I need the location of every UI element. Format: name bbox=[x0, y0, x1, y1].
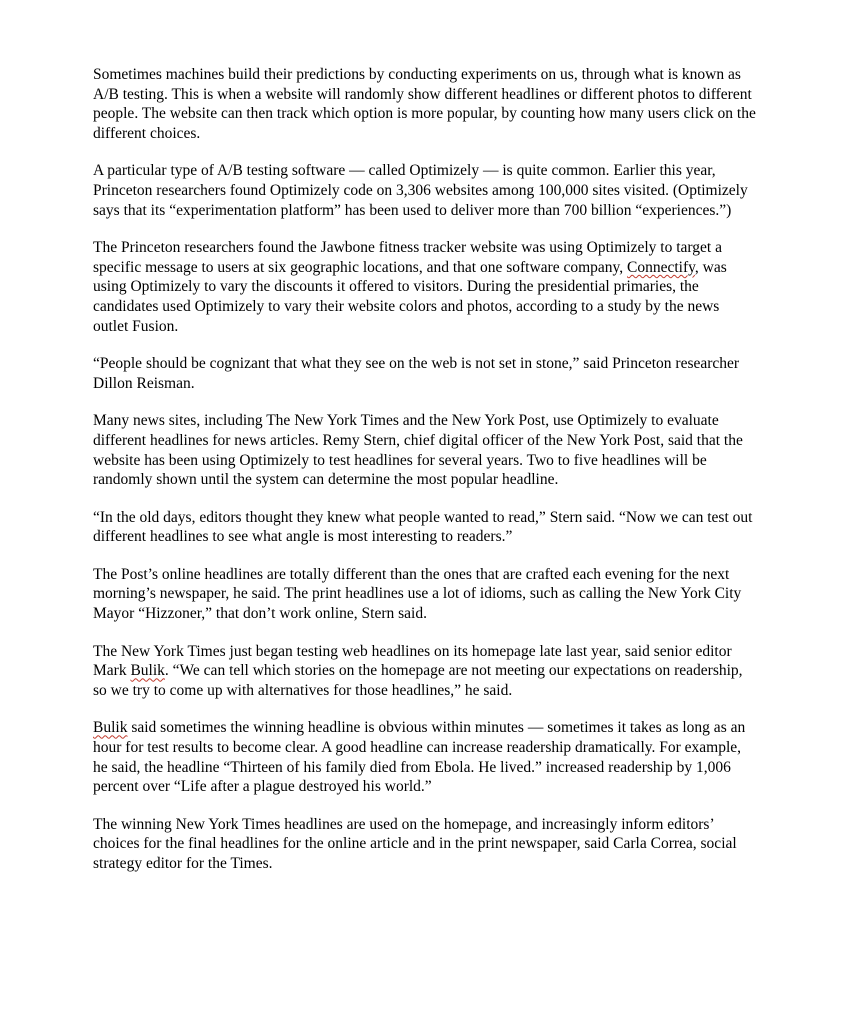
paragraph-text: The New York Times just began testing web headlines on its homepage late last year, said senior editor Mark bbox=[93, 642, 732, 680]
paragraph-winning-headlines: The winning New York Times headlines are used on the homepage, and increasingly inform editors’ choices for the final headlines for the online article and in the print newspaper, said Carla Correa, social strategy editor for the Times. bbox=[93, 815, 737, 872]
spellcheck-flagged-word[interactable]: Connectify bbox=[627, 258, 695, 276]
paragraph-text: , was using Optimizely to vary the discounts it offered to visitors. During the presidential primaries, the candidates used Optimizely to vary their website colors and photos, according to a study by the news outlet Fusion. bbox=[93, 258, 727, 335]
paragraph-nyt-testing bbox=[93, 642, 758, 701]
paragraph-news-sites: Many news sites, including The New York Times and the New York Post, use Optimizely to evaluate different headlines for news articles. Remy Stern, chief digital officer of the New York Post, said that the website has been using Optimizely to test headlines for several years. Two to five headlines will be randomly shown until the system can determine the most popular headline. bbox=[93, 412, 743, 489]
paragraph-optimizely: A particular type of A/B testing software — called Optimizely — is quite common. Earlier this year, Princeton researchers found Optimizely code on 3,306 websites among 100,000 sites visited. (Optimizely says that its “experimentation platform” has been used to deliver more than 700 billion “experiences.”) bbox=[93, 162, 748, 219]
paragraph-bulik-results bbox=[93, 718, 758, 796]
paragraph-text: The Princeton researchers found the Jawbone fitness tracker website was using Optimizely to target a specific message to users at six geographic locations, and that one software company, bbox=[93, 239, 722, 276]
paragraph-stern-quote: “In the old days, editors thought they knew what people wanted to read,” Stern said. “Now we can test out different headlines to see what angle is most interesting to readers.” bbox=[93, 508, 753, 546]
spellcheck-flagged-word[interactable]: Bulik bbox=[93, 719, 128, 737]
paragraph-princeton-findings bbox=[93, 238, 758, 336]
paragraph-text: said sometimes the winning headline is obvious within minutes — sometimes it takes as long as an hour for test results to become clear. A good headline can increase readership dramatically. For example, he said, the headline “Thirteen of his family died from Ebola. He lived.” increased readership by 1,006 percent over “Life after a plague destroyed his world.” bbox=[93, 719, 746, 796]
paragraph-reisman-quote: “People should be cognizant that what they see on the web is not set in stone,” said Princeton researcher Dillon Reisman. bbox=[93, 355, 740, 392]
document-page bbox=[93, 65, 758, 892]
spellcheck-flagged-word[interactable]: Bulik bbox=[130, 662, 165, 680]
paragraph-text: . “We can tell which stories on the homepage are not meeting our expectations on readership, so we try to come up with alternatives for those headlines,” he said. bbox=[93, 662, 743, 699]
paragraph-post-headlines: The Post’s online headlines are totally different than the ones that are crafted each evening for the next morning’s newspaper, he said. The print headlines use a lot of idioms, such as calling the New York City Mayor “Hizzoner,” that don’t work online, Stern said. bbox=[93, 565, 742, 623]
paragraph-ab-testing-intro: Sometimes machines build their predictions by conducting experiments on us, through what is known as A/B testing. This is when a website will randomly show different headlines or different photos to different people. The website can then track which option is more popular, by counting how many users click on the different choices. bbox=[93, 66, 756, 142]
